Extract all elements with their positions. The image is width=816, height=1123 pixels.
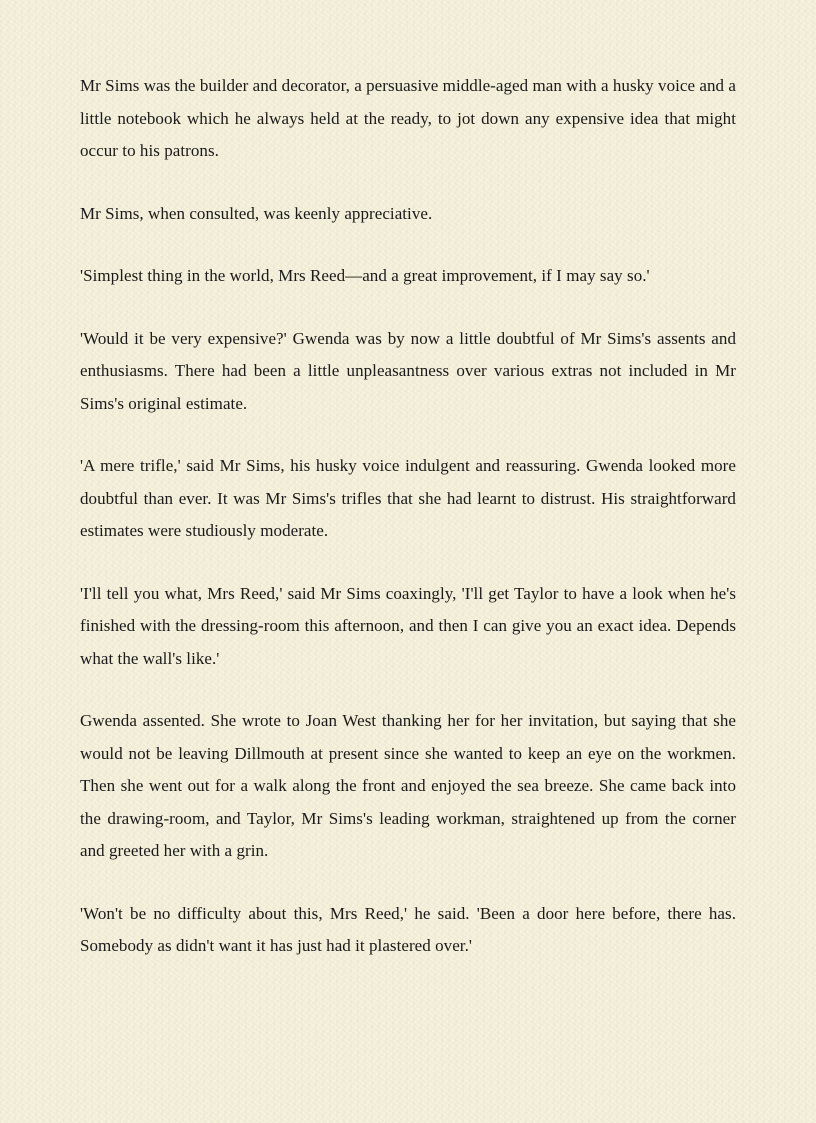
paragraph-8: 'Won't be no difficulty about this, Mrs Reed,' he said. 'Been a door here before, there has. Somebody as didn't want it has just had it plastered over.': [80, 903, 736, 955]
paragraph-2: Mr Sims, when consulted, was keenly appreciative.: [80, 203, 433, 223]
paragraph-3: 'Simplest thing in the world, Mrs Reed—and a great improvement, if I may say so.': [80, 266, 650, 285]
paragraph-4: 'Would it be very expensive?' Gwenda was by now a little doubtful of Mr Sims's assents and enthusiasms. There had been a little unpleasantness over various extras not included in Mr Sims's original estimate.: [80, 328, 736, 413]
paragraph-5: 'A mere trifle,' said Mr Sims, his husky voice indulgent and reassuring. Gwenda looked more doubtful than ever. It was Mr Sims's trifles that she had learnt to distrust. His straightforward estimates were studiously moderate.: [80, 456, 736, 540]
paragraph-1: Mr Sims was the builder and decorator, a persuasive middle-aged man with a husky voice and a little notebook which he always held at the ready, to jot down any expensive idea that might occur to his patrons.: [80, 76, 736, 160]
paragraph-6: 'I'll tell you what, Mrs Reed,' said Mr Sims coaxingly, 'I'll get Taylor to have a look when he's finished with the dressing-room this afternoon, and then I can give you an exact idea. Depends what the wall's like.': [80, 583, 736, 668]
paragraph-7: Gwenda assented. She wrote to Joan West thanking her for her invitation, but saying that she would not be leaving Dillmouth at present since she wanted to keep an eye on the workmen. Then she went out for a walk along the front and enjoyed the sea breeze. She came back into the drawing-room, and Taylor, Mr Sims's leading workman, straightened up from the corner and greeted her with a grin.: [80, 711, 736, 860]
